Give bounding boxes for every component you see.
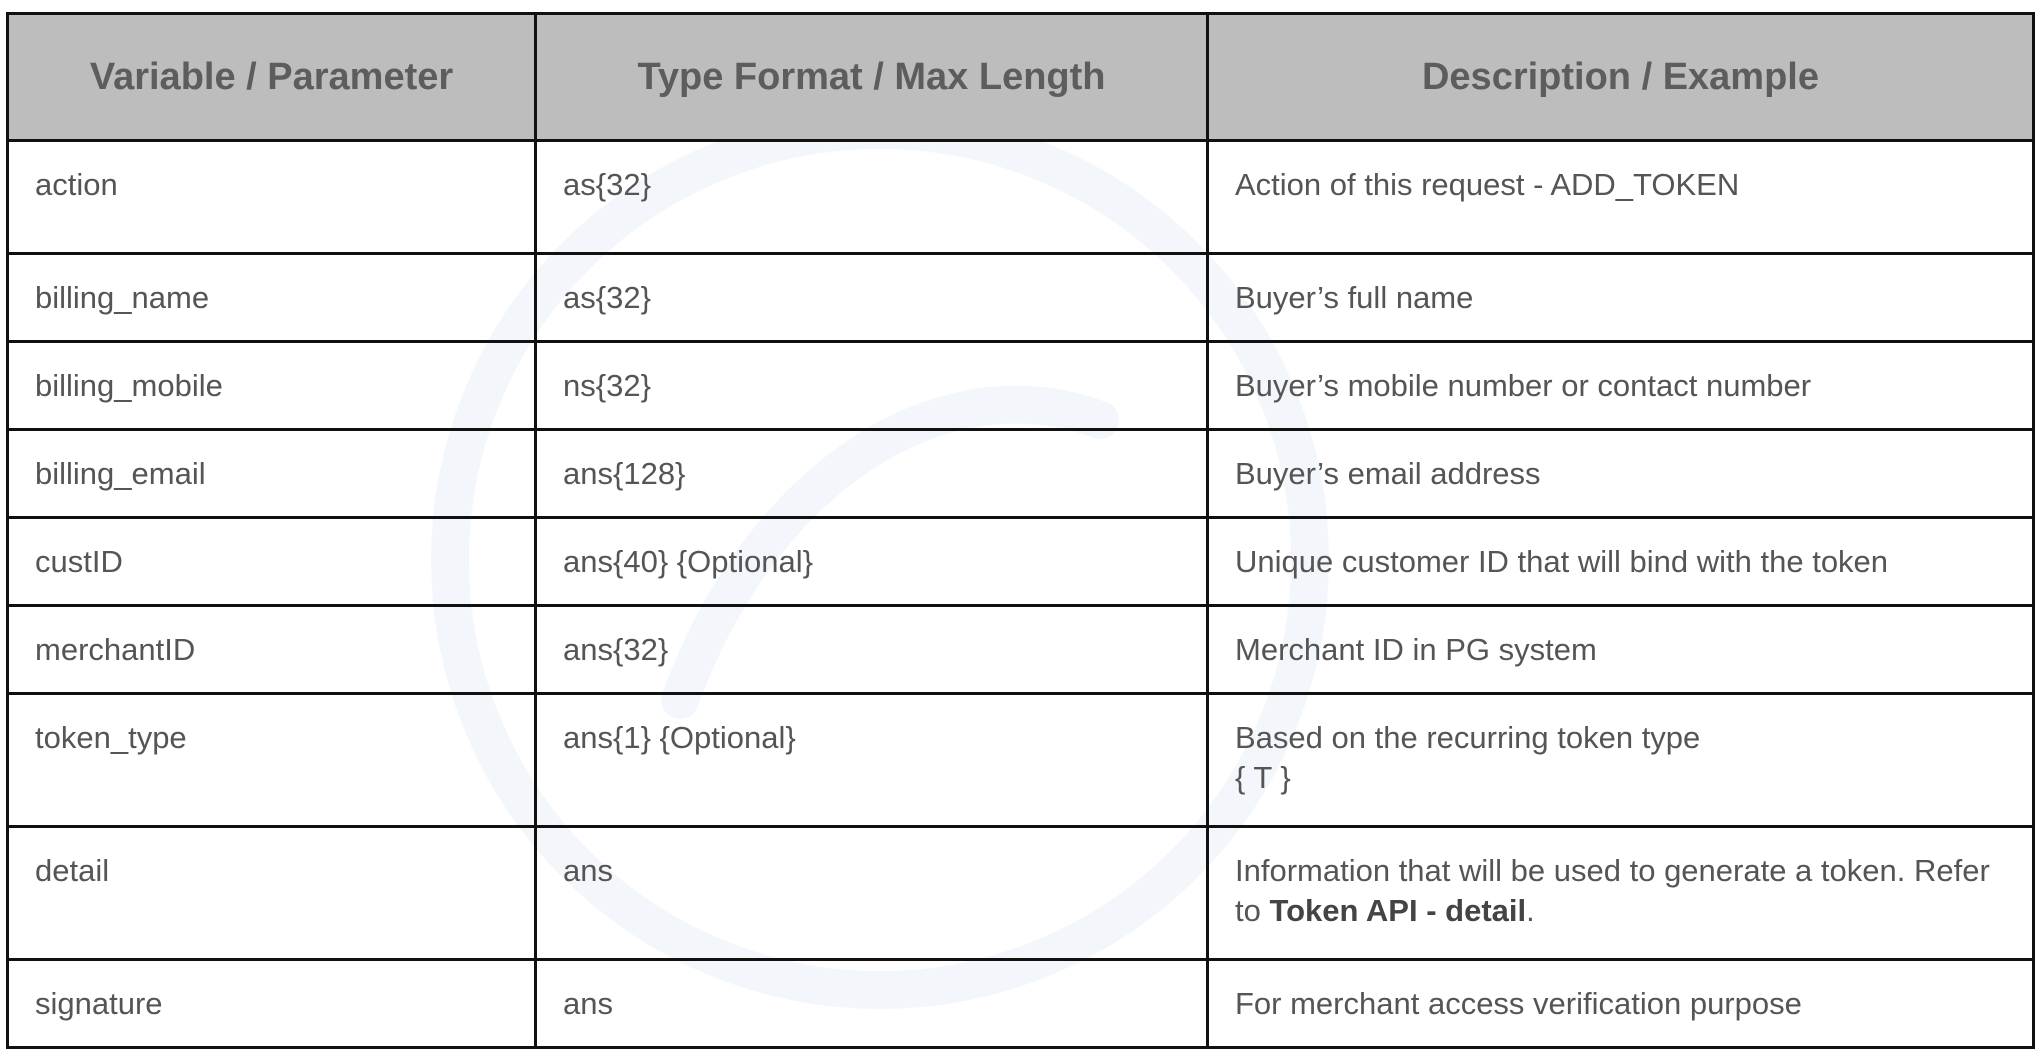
table-row	[8, 342, 2034, 430]
cell-name: custID	[8, 518, 536, 606]
cell-name: billing_mobile	[8, 342, 536, 430]
table-row	[8, 960, 2034, 1048]
table-body	[8, 141, 2034, 1048]
table-header	[8, 14, 2034, 141]
table-row	[8, 254, 2034, 342]
cell-name: signature	[8, 960, 536, 1048]
cell-description: For merchant access verification purpose	[1208, 960, 2034, 1048]
cell-description: Buyer’s full name	[1208, 254, 2034, 342]
header-row	[8, 14, 2034, 141]
table-row	[8, 606, 2034, 694]
description-text: Based on the recurring token type	[1235, 720, 1701, 755]
description-suffix: .	[1526, 893, 1535, 928]
header-description: Description / Example	[1208, 14, 2034, 141]
cell-name: token_type	[8, 694, 536, 827]
cell-description: Merchant ID in PG system	[1208, 606, 2034, 694]
header-variable-parameter: Variable / Parameter	[8, 14, 536, 141]
cell-description	[1208, 827, 2034, 960]
parameter-table	[6, 12, 2035, 1049]
cell-type: ans{32}	[536, 606, 1208, 694]
cell-description: Buyer’s email address	[1208, 430, 2034, 518]
cell-description: Unique customer ID that will bind with the token	[1208, 518, 2034, 606]
cell-name: billing_name	[8, 254, 536, 342]
cell-type: ans{128}	[536, 430, 1208, 518]
description-text-line-2: { T }	[1235, 760, 1291, 795]
table-row	[8, 827, 2034, 960]
header-type-format: Type Format / Max Length	[536, 14, 1208, 141]
cell-type: ans{40} {Optional}	[536, 518, 1208, 606]
cell-description	[1208, 694, 2034, 827]
cell-name: action	[8, 141, 536, 254]
cell-type: as{32}	[536, 254, 1208, 342]
cell-name: merchantID	[8, 606, 536, 694]
table-row	[8, 694, 2034, 827]
cell-type: ans{1} {Optional}	[536, 694, 1208, 827]
description-text: Information that will be used to generate a token. Refer to	[1235, 853, 1990, 928]
table-row	[8, 430, 2034, 518]
cell-type: as{32}	[536, 141, 1208, 254]
cell-name: billing_email	[8, 430, 536, 518]
token-api-detail-reference: Token API - detail	[1269, 893, 1527, 928]
cell-type: ns{32}	[536, 342, 1208, 430]
cell-type: ans	[536, 827, 1208, 960]
cell-description: Action of this request - ADD_TOKEN	[1208, 141, 2034, 254]
cell-type: ans	[536, 960, 1208, 1048]
cell-description: Buyer’s mobile number or contact number	[1208, 342, 2034, 430]
cell-name: detail	[8, 827, 536, 960]
table-row	[8, 141, 2034, 254]
table-row	[8, 518, 2034, 606]
